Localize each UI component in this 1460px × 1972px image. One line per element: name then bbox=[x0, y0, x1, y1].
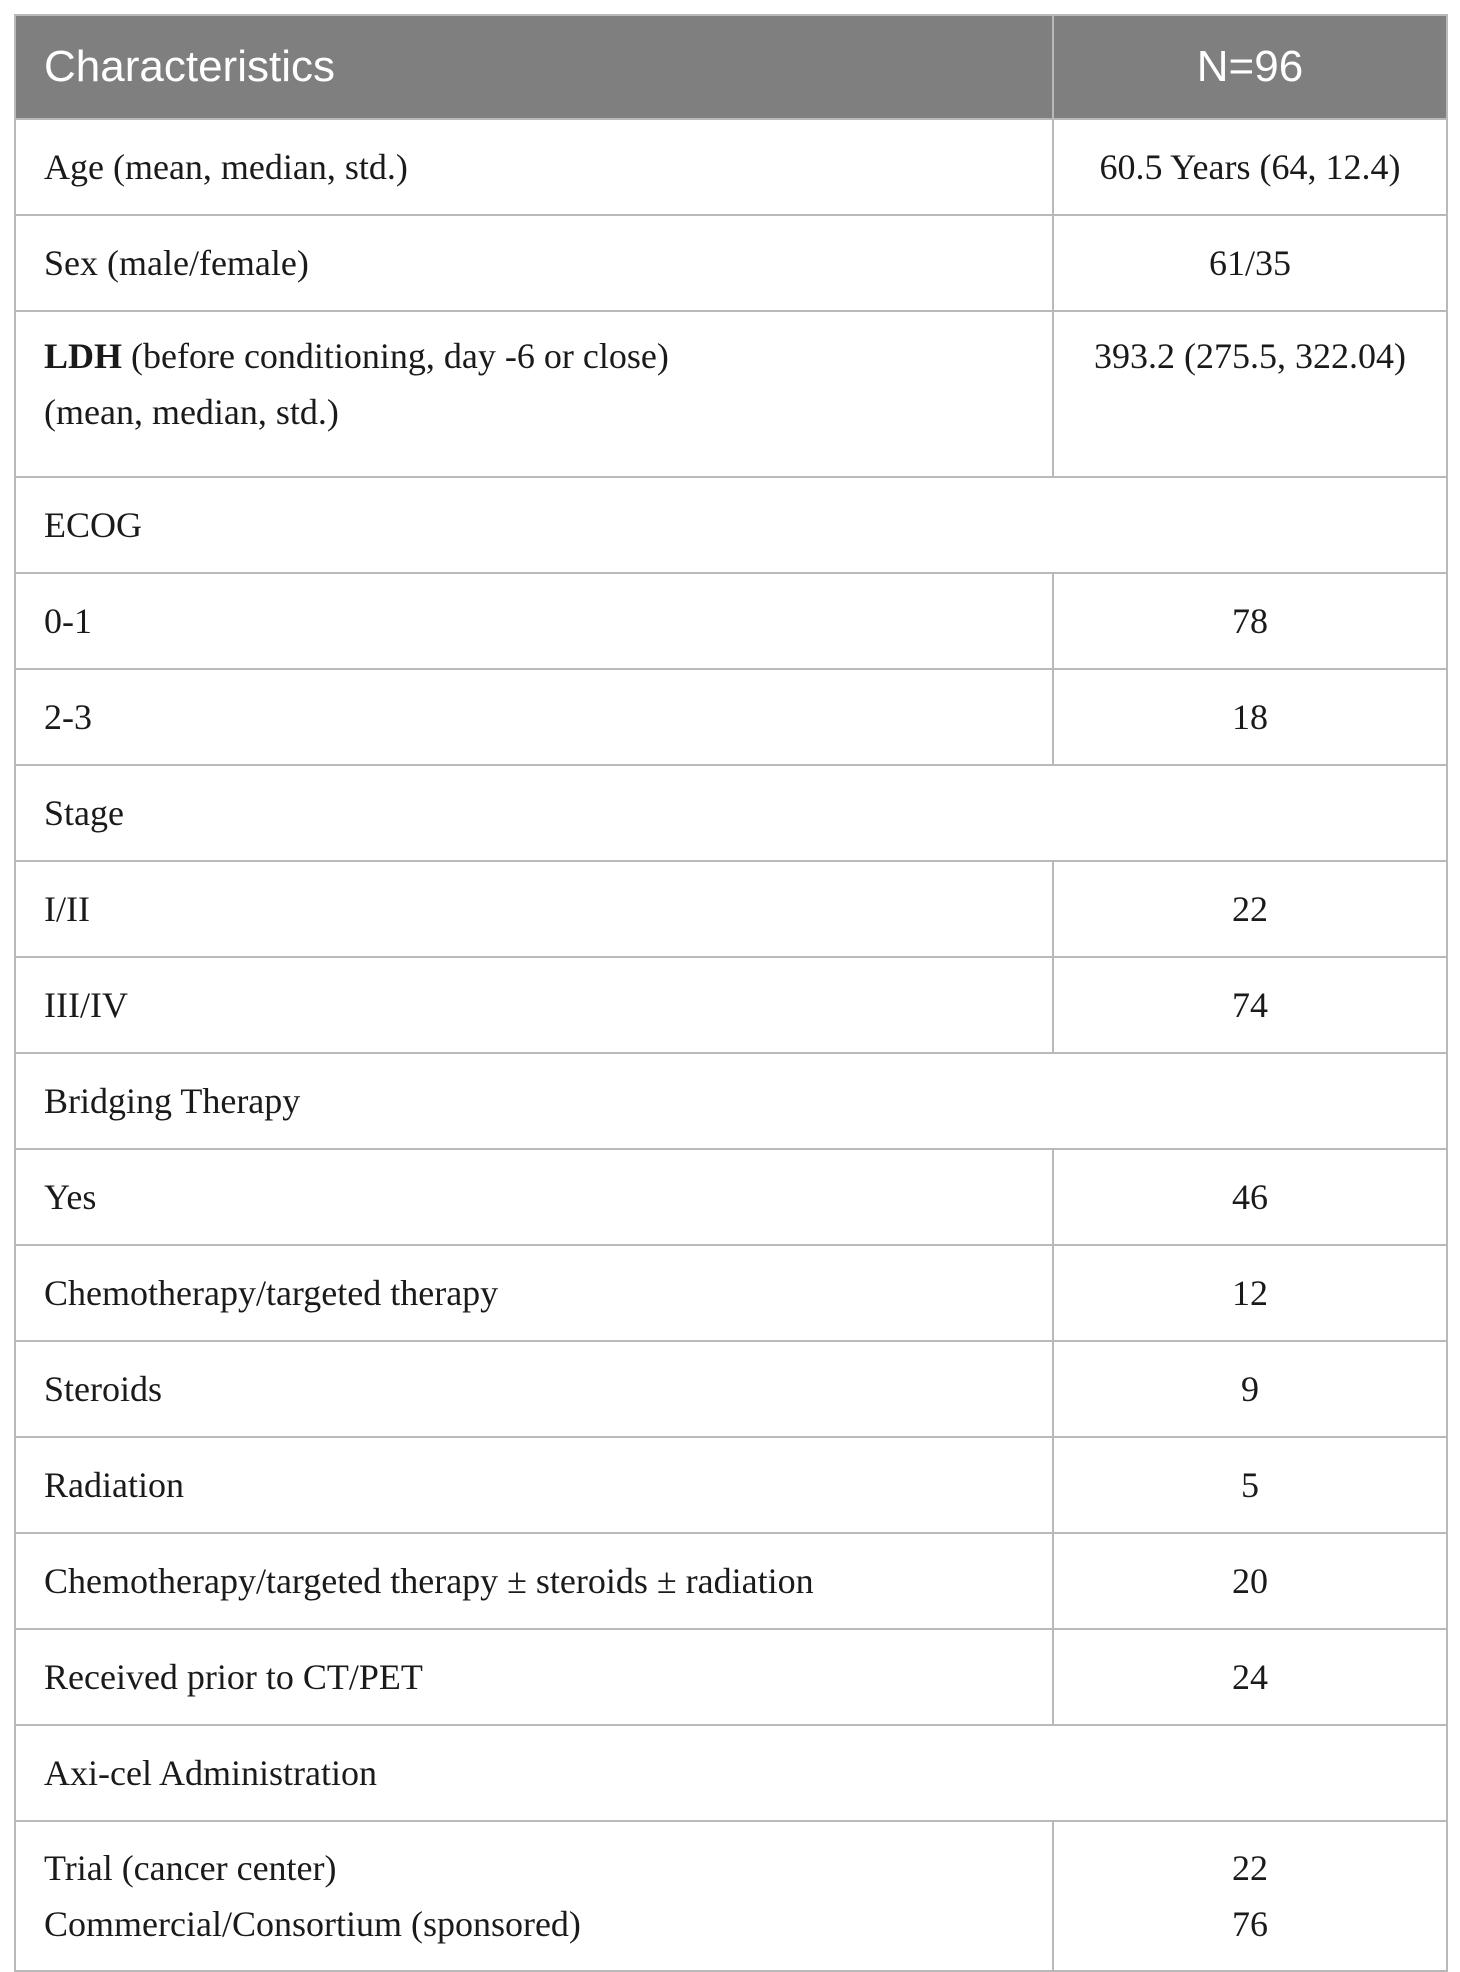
header-characteristics: Characteristics bbox=[15, 15, 1053, 119]
table-row bbox=[15, 669, 1447, 765]
row-value: 18 bbox=[1053, 669, 1447, 765]
characteristics-table-container bbox=[14, 14, 1446, 1972]
row-label: Steroids bbox=[15, 1341, 1053, 1437]
ldh-label-line1 bbox=[44, 328, 1024, 384]
row-label: I/II bbox=[15, 861, 1053, 957]
ldh-label-rest: (before conditioning, day -6 or close) bbox=[122, 336, 669, 376]
row-value: 5 bbox=[1053, 1437, 1447, 1533]
row-label: Chemotherapy/targeted therapy bbox=[15, 1245, 1053, 1341]
table-row bbox=[15, 311, 1447, 477]
table-row bbox=[15, 119, 1447, 215]
table-row bbox=[15, 1629, 1447, 1725]
table-row bbox=[15, 1437, 1447, 1533]
header-n: N=96 bbox=[1053, 15, 1447, 119]
row-label: Yes bbox=[15, 1149, 1053, 1245]
row-value: 393.2 (275.5, 322.04) bbox=[1053, 311, 1447, 477]
section-label: Axi-cel Administration bbox=[15, 1725, 1447, 1821]
ldh-label-line2: (mean, median, std.) bbox=[44, 392, 339, 432]
admin-value-line1: 22 bbox=[1232, 1848, 1268, 1888]
row-value: 74 bbox=[1053, 957, 1447, 1053]
section-row bbox=[15, 1053, 1447, 1149]
row-value: 12 bbox=[1053, 1245, 1447, 1341]
admin-label-line1: Trial (cancer center) bbox=[44, 1848, 337, 1888]
row-label: 2-3 bbox=[15, 669, 1053, 765]
row-label bbox=[15, 311, 1053, 477]
row-value: 20 bbox=[1053, 1533, 1447, 1629]
row-label: Sex (male/female) bbox=[15, 215, 1053, 311]
ldh-label-bold: LDH bbox=[44, 336, 123, 376]
row-label bbox=[15, 1821, 1053, 1971]
table-row bbox=[15, 957, 1447, 1053]
row-value: 78 bbox=[1053, 573, 1447, 669]
row-label: 0-1 bbox=[15, 573, 1053, 669]
section-label: ECOG bbox=[15, 477, 1447, 573]
table-row bbox=[15, 215, 1447, 311]
row-value: 24 bbox=[1053, 1629, 1447, 1725]
table-row bbox=[15, 1533, 1447, 1629]
table-row bbox=[15, 1245, 1447, 1341]
table-row bbox=[15, 1149, 1447, 1245]
row-label: Age (mean, median, std.) bbox=[15, 119, 1053, 215]
admin-value-line2: 76 bbox=[1232, 1904, 1268, 1944]
row-label: Chemotherapy/targeted therapy ± steroids ± radiation bbox=[15, 1533, 1053, 1629]
table-row bbox=[15, 1821, 1447, 1971]
section-row bbox=[15, 1725, 1447, 1821]
row-value: 46 bbox=[1053, 1149, 1447, 1245]
header-row bbox=[15, 15, 1447, 119]
table-row bbox=[15, 1341, 1447, 1437]
section-row bbox=[15, 477, 1447, 573]
row-value: 9 bbox=[1053, 1341, 1447, 1437]
section-row bbox=[15, 765, 1447, 861]
table-row bbox=[15, 573, 1447, 669]
section-label: Stage bbox=[15, 765, 1447, 861]
row-label: Received prior to CT/PET bbox=[15, 1629, 1053, 1725]
row-value: 22 bbox=[1053, 861, 1447, 957]
row-value: 61/35 bbox=[1053, 215, 1447, 311]
row-label: III/IV bbox=[15, 957, 1053, 1053]
row-label: Radiation bbox=[15, 1437, 1053, 1533]
row-value bbox=[1053, 1821, 1447, 1971]
admin-label-line2: Commercial/Consortium (sponsored) bbox=[44, 1904, 581, 1944]
row-value: 60.5 Years (64, 12.4) bbox=[1053, 119, 1447, 215]
characteristics-table bbox=[14, 14, 1448, 1972]
section-label: Bridging Therapy bbox=[15, 1053, 1447, 1149]
table-row bbox=[15, 861, 1447, 957]
